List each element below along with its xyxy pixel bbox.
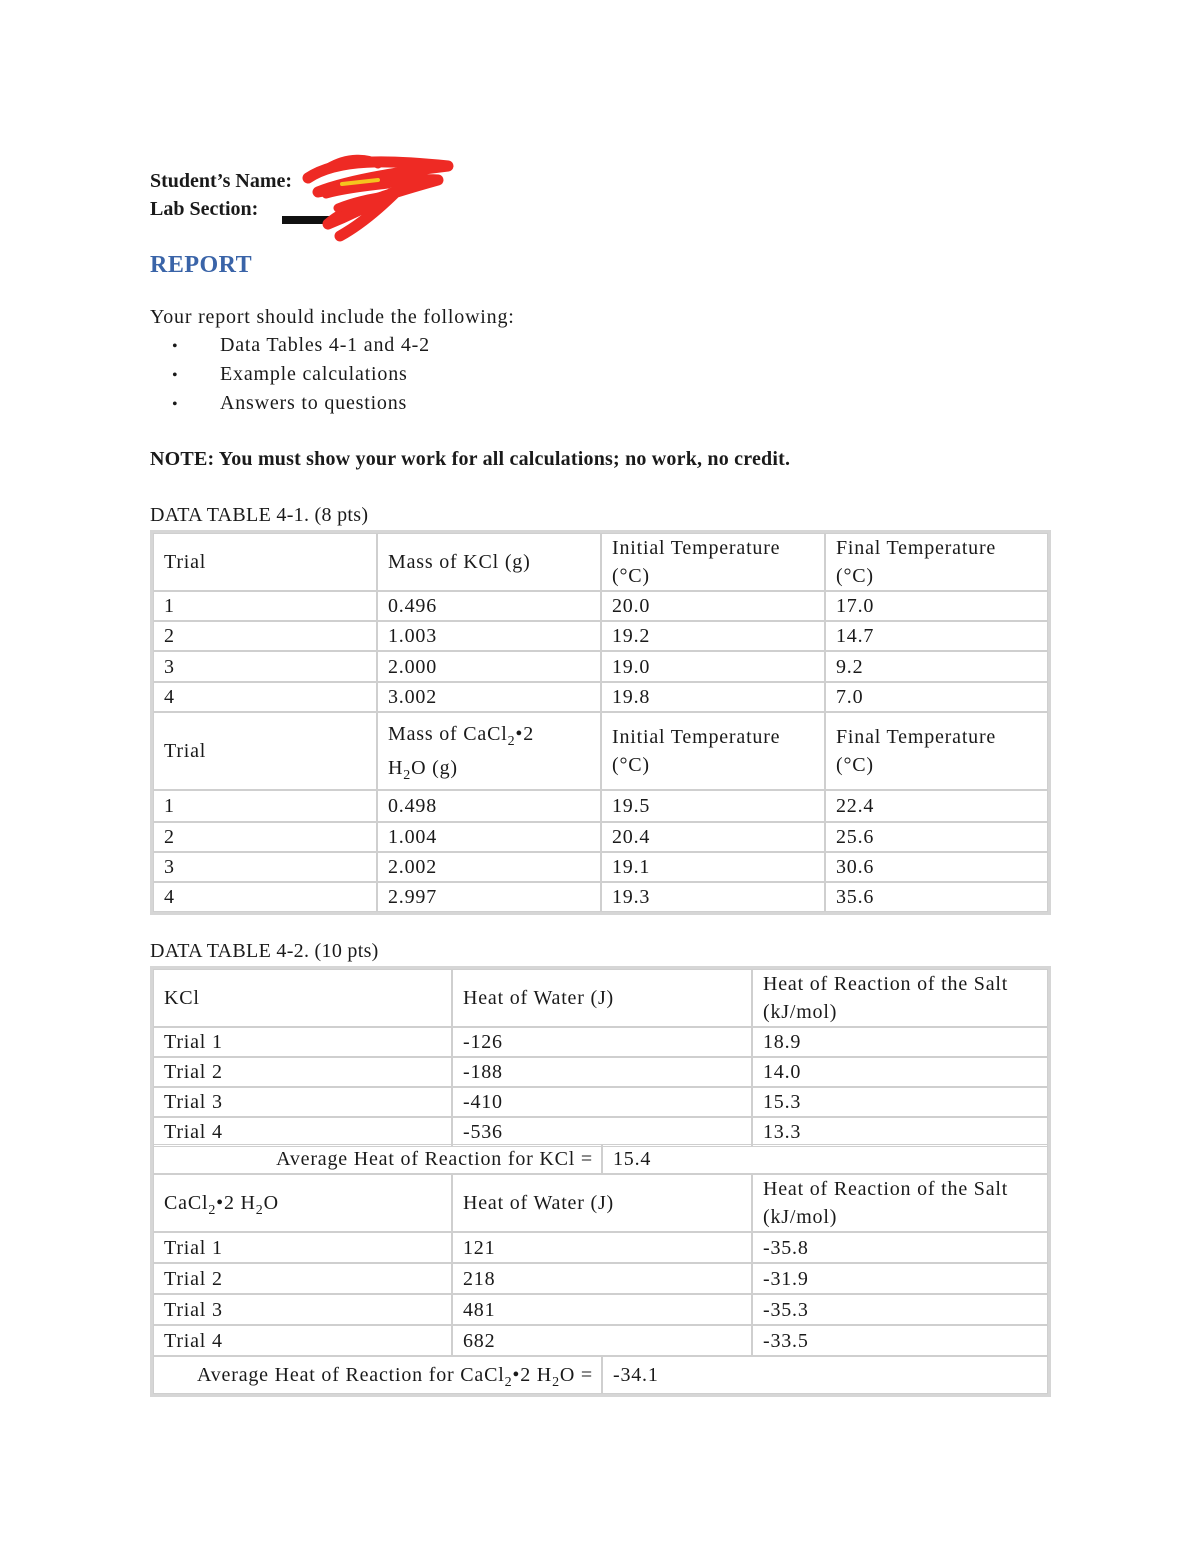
table-42-caption: DATA TABLE 4-2. (10 pts)	[150, 940, 379, 962]
table-cell: 14.7	[825, 621, 1048, 651]
table-cell: 481	[452, 1294, 752, 1325]
average-value: 15.4	[602, 1144, 1048, 1174]
table-row	[153, 882, 1048, 912]
table-row	[153, 1232, 1048, 1263]
header-text: CaCl	[164, 1192, 209, 1214]
table-cell: 3.002	[377, 682, 601, 712]
header-cell: Initial Temperature (°C)	[601, 712, 825, 790]
average-row	[153, 1356, 1048, 1394]
table-cell: -536	[452, 1117, 752, 1147]
table-cell: 19.3	[601, 882, 825, 912]
data-table-4-2-kcl	[150, 966, 1051, 1147]
table-row	[153, 1027, 1048, 1057]
header-cell: KCl	[153, 969, 452, 1027]
subscript: 2	[552, 1375, 560, 1390]
table-header-row	[153, 969, 1048, 1027]
table-cell: Trial 3	[153, 1087, 452, 1117]
table-header-row	[153, 712, 1048, 790]
table-cell: -126	[452, 1027, 752, 1057]
header-text: O	[263, 1192, 279, 1214]
table-cell: 20.0	[601, 591, 825, 621]
header-text: O (g)	[411, 757, 458, 779]
average-label: Average Heat of Reaction for KCl =	[153, 1144, 602, 1174]
table-cell: Trial 2	[153, 1057, 452, 1087]
table-header-row	[153, 533, 1048, 591]
table-row	[153, 822, 1048, 852]
table-cell: Trial 1	[153, 1027, 452, 1057]
table-cell: 7.0	[825, 682, 1048, 712]
table-cell: 25.6	[825, 822, 1048, 852]
cacl2-average-row	[150, 1356, 1051, 1397]
table-row	[153, 790, 1048, 822]
header-cell-mass-cacl2	[377, 712, 601, 790]
table-row	[153, 852, 1048, 882]
lab-section-label: Lab Section:	[150, 198, 259, 220]
table-cell: -410	[452, 1087, 752, 1117]
table-cell: 3	[153, 852, 377, 882]
header-cell: Heat of Reaction of the Salt (kJ/mol)	[752, 1174, 1048, 1232]
average-label-text: •2 H	[512, 1364, 553, 1386]
header-cell: Initial Temperature (°C)	[601, 533, 825, 591]
average-row	[153, 1144, 1048, 1174]
table-cell: 19.2	[601, 621, 825, 651]
subscript: 2	[208, 1203, 217, 1218]
bullet-icon: •	[172, 338, 178, 355]
data-table-4-2-cacl2	[150, 1174, 1051, 1356]
table-cell: -33.5	[752, 1325, 1048, 1356]
table-row	[153, 1294, 1048, 1325]
report-list-item: Answers to questions	[220, 392, 408, 414]
table-row	[153, 1325, 1048, 1356]
table-cell: 13.3	[752, 1117, 1048, 1147]
table-header-row	[153, 1174, 1048, 1232]
table-cell: -188	[452, 1057, 752, 1087]
table-cell: 35.6	[825, 882, 1048, 912]
table-cell: 17.0	[825, 591, 1048, 621]
table-cell: Trial 1	[153, 1232, 452, 1263]
table-cell: 30.6	[825, 852, 1048, 882]
header-text: •2 H	[216, 1192, 256, 1214]
table-row	[153, 682, 1048, 712]
table-cell: 1	[153, 591, 377, 621]
table-cell: Trial 3	[153, 1294, 452, 1325]
bullet-icon: •	[172, 396, 178, 413]
subscript: 2	[255, 1203, 264, 1218]
table-cell: -35.3	[752, 1294, 1048, 1325]
report-list-item: Example calculations	[220, 363, 408, 385]
average-label-text: Average Heat of Reaction for CaCl	[197, 1364, 505, 1386]
table-cell: 20.4	[601, 822, 825, 852]
data-table-4-1	[150, 530, 1051, 915]
table-cell: 2.000	[377, 651, 601, 682]
table-cell: 19.1	[601, 852, 825, 882]
header-text: H	[388, 757, 404, 779]
table-cell: 2.002	[377, 852, 601, 882]
table-cell: 18.9	[752, 1027, 1048, 1057]
header-text: Mass of CaCl	[388, 723, 508, 745]
table-cell: 0.498	[377, 790, 601, 822]
table-cell: -35.8	[752, 1232, 1048, 1263]
table-cell: 3	[153, 651, 377, 682]
subscript: 2	[507, 734, 516, 749]
redaction-scribble	[278, 150, 458, 245]
table-row	[153, 621, 1048, 651]
table-cell: 218	[452, 1263, 752, 1294]
table-row	[153, 591, 1048, 621]
table-cell: 1	[153, 790, 377, 822]
table-cell: 9.2	[825, 651, 1048, 682]
header-text: •2	[515, 723, 535, 745]
table-row	[153, 651, 1048, 682]
table-cell: 0.496	[377, 591, 601, 621]
note-text: NOTE: You must show your work for all calculations; no work, no credit.	[150, 448, 791, 470]
header-cell: Heat of Water (J)	[452, 1174, 752, 1232]
table-cell: 682	[452, 1325, 752, 1356]
subscript: 2	[403, 768, 412, 783]
table-cell: 19.0	[601, 651, 825, 682]
table-cell: Trial 2	[153, 1263, 452, 1294]
report-intro: Your report should include the following:	[150, 306, 515, 328]
table-cell: 1.004	[377, 822, 601, 852]
table-cell: 121	[452, 1232, 752, 1263]
table-row	[153, 1117, 1048, 1147]
table-cell: 2	[153, 822, 377, 852]
report-heading: REPORT	[150, 252, 253, 278]
table-cell: 15.3	[752, 1087, 1048, 1117]
table-cell: 4	[153, 882, 377, 912]
table-cell: 1.003	[377, 621, 601, 651]
student-name-label: Student’s Name:	[150, 170, 293, 192]
table-row	[153, 1263, 1048, 1294]
report-list-item: Data Tables 4-1 and 4-2	[220, 334, 430, 356]
header-cell: Final Temperature (°C)	[825, 712, 1048, 790]
table-41-caption: DATA TABLE 4-1. (8 pts)	[150, 504, 369, 526]
table-cell: 14.0	[752, 1057, 1048, 1087]
table-cell: -31.9	[752, 1263, 1048, 1294]
table-cell: 19.8	[601, 682, 825, 712]
table-cell: 4	[153, 682, 377, 712]
subscript: 2	[504, 1375, 513, 1390]
kcl-average-row	[150, 1144, 1051, 1174]
table-cell: 22.4	[825, 790, 1048, 822]
header-cell: Mass of KCl (g)	[377, 533, 601, 591]
average-value: -34.1	[602, 1356, 1048, 1394]
table-cell: Trial 4	[153, 1117, 452, 1147]
header-cell: Final Temperature (°C)	[825, 533, 1048, 591]
table-row	[153, 1057, 1048, 1087]
header-cell-cacl2	[153, 1174, 452, 1232]
table-cell: 2.997	[377, 882, 601, 912]
header-cell: Heat of Water (J)	[452, 969, 752, 1027]
average-label	[153, 1356, 602, 1394]
average-label-text: O =	[559, 1364, 593, 1386]
table-cell: 2	[153, 621, 377, 651]
bullet-icon: •	[172, 367, 178, 384]
table-row	[153, 1087, 1048, 1117]
table-cell: Trial 4	[153, 1325, 452, 1356]
header-cell: Trial	[153, 533, 377, 591]
table-cell: 19.5	[601, 790, 825, 822]
header-cell: Trial	[153, 712, 377, 790]
header-cell: Heat of Reaction of the Salt (kJ/mol)	[752, 969, 1048, 1027]
